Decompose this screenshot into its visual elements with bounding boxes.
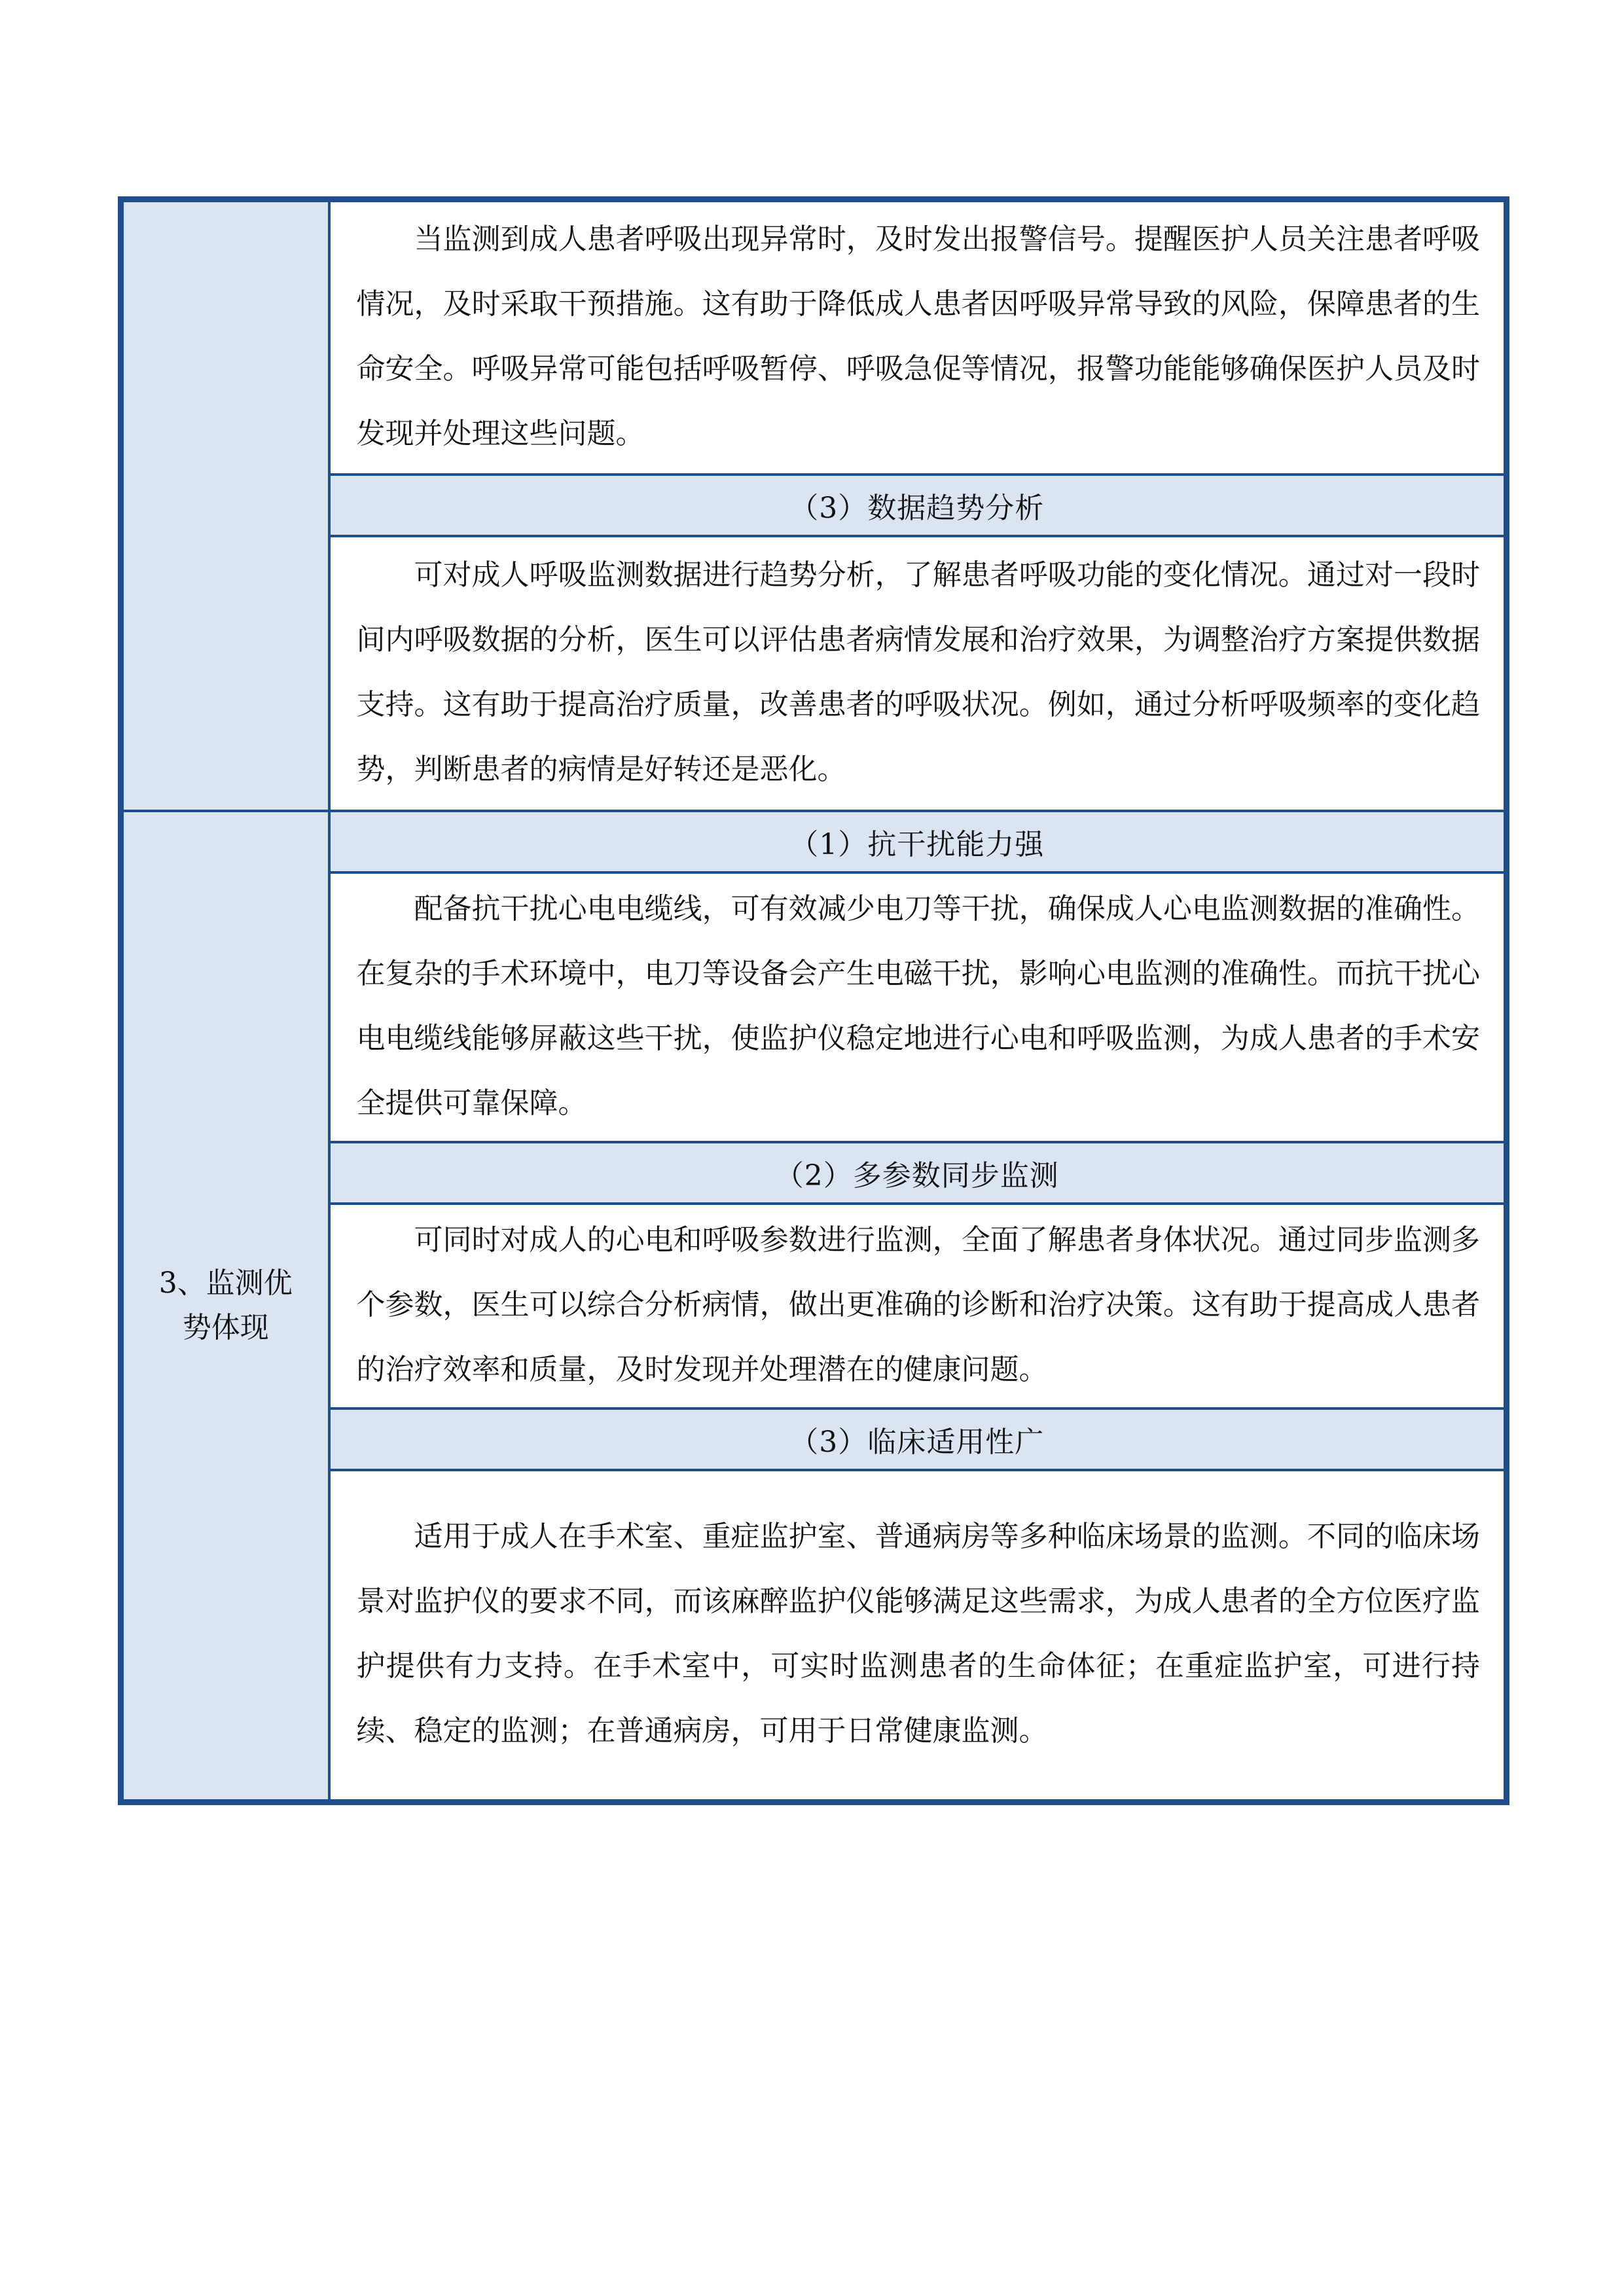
body-paragraph: 可同时对成人的心电和呼吸参数进行监测，全面了解患者身体状况。通过同步监测多个参数，医生可以综合分析病情，做出更准确的诊断和治疗决策。这有助于提高成人患者的治疗效率和质量，及时发现并处理潜在的健康问题。 <box>356 1223 1480 1386</box>
table-row <box>121 1204 1507 1408</box>
section-label-cell <box>121 200 329 811</box>
body-paragraph: 可对成人呼吸监测数据进行趋势分析，了解患者呼吸功能的变化情况。通过对一段时间内呼吸数据的分析，医生可以评估患者病情发展和治疗效果，为调整治疗方案提供数据支持。这有助于提高治疗质量，改善患者的呼吸状况。例如，通过分析呼吸频率的变化趋势，判断患者的病情是好转还是恶化。 <box>356 558 1480 786</box>
subheading-cell <box>329 475 1507 536</box>
body-paragraph: 适用于成人在手术室、重症监护室、普通病房等多种临床场景的监测。不同的临床场景对监护仪的要求不同，而该麻醉监护仪能够满足这些需求，为成人患者的全方位医疗监护提供有力支持。在手术室中，可实时监测患者的生命体征；在重症监护室，可进行持续、稳定的监测；在普通病房，可用于日常健康监测。 <box>356 1520 1480 1748</box>
table-row <box>121 1142 1507 1204</box>
table-row <box>121 200 1507 475</box>
table-row <box>121 1408 1507 1470</box>
table-row <box>121 1470 1507 1803</box>
body-cell <box>329 200 1507 475</box>
table-row <box>121 475 1507 536</box>
subheading-cell <box>329 1142 1507 1204</box>
subheading-text: （3）数据趋势分析 <box>789 491 1045 525</box>
body-paragraph: 当监测到成人患者呼吸出现异常时，及时发出报警信号。提醒医护人员关注患者呼吸情况，及时采取干预措施。这有助于降低成人患者因呼吸异常导致的风险，保障患者的生命安全。呼吸异常可能包括呼吸暂停、呼吸急促等情况，报警功能能够确保医护人员及时发现并处理这些问题。 <box>356 222 1480 450</box>
body-cell <box>329 872 1507 1142</box>
subheading-text: （1）抗干扰能力强 <box>789 827 1045 861</box>
body-cell <box>329 1204 1507 1408</box>
content-table <box>118 196 1509 1805</box>
table-row <box>121 872 1507 1142</box>
subheading-text: （3）临床适用性广 <box>789 1425 1045 1459</box>
subheading-text: （2）多参数同步监测 <box>774 1158 1059 1193</box>
body-cell <box>329 1470 1507 1803</box>
table-row <box>121 811 1507 872</box>
subheading-cell <box>329 1408 1507 1470</box>
table-row <box>121 536 1507 811</box>
body-cell <box>329 536 1507 811</box>
subheading-cell <box>329 811 1507 872</box>
body-paragraph: 配备抗干扰心电电缆线，可有效减少电刀等干扰，确保成人心电监测数据的准确性。在复杂的手术环境中，电刀等设备会产生电磁干扰，影响心电监测的准确性。而抗干扰心电电缆线能够屏蔽这些干扰，使监护仪稳定地进行心电和呼吸监测，为成人患者的手术安全提供可靠保障。 <box>356 891 1480 1120</box>
section-label: 3、监测优势体现 <box>158 1266 293 1344</box>
section-label-cell <box>121 811 329 1803</box>
